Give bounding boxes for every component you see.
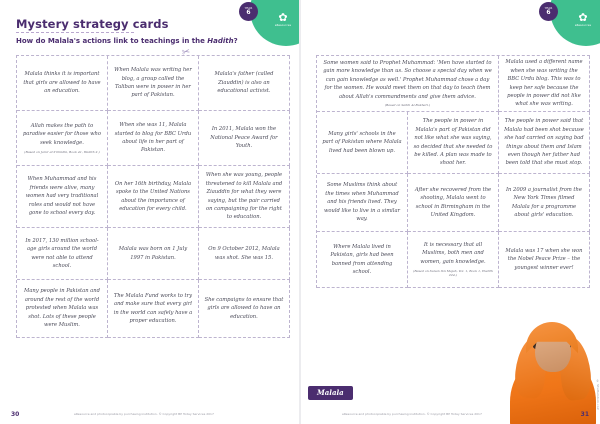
mystery-card[interactable] <box>199 111 290 166</box>
mystery-card[interactable] <box>317 112 408 174</box>
mystery-card-text: The people in power in Malala's part of Pakistan did not like what she was saying, so decided that she needed to be killed. A plan was made to shoot her. <box>413 118 493 167</box>
left-footer-note: eResource and photocopiable by purchasing institution. © Copyright BP Today Services 2017 <box>74 412 214 416</box>
year-badge-label: YEAR <box>244 5 253 10</box>
title-underline <box>16 32 134 33</box>
subtitle-term-hadith: Hadith <box>207 37 234 45</box>
mystery-card-text: When she was 11, Malala started to blog for BBC Urdu about life in her part of Pakistan. <box>114 122 192 154</box>
logo-wordmark: eResources <box>274 23 292 27</box>
mystery-card[interactable] <box>408 174 499 232</box>
mystery-card[interactable] <box>108 56 199 111</box>
mystery-card-text: After she recovered from the shooting, Malala went to school in Birmingham in the United Kingdom. <box>414 186 492 218</box>
mystery-card-text: Where Malala lived in Pakistan, girls had been banned from attending school. <box>330 243 394 275</box>
mystery-card-text: Allah makes the path to paradise easier for those who seek knowledge. <box>22 122 102 146</box>
mystery-card[interactable] <box>317 56 499 112</box>
right-page-corner-badges <box>534 0 600 46</box>
mystery-card-text: Malala's father (called Ziauddin) is also an educational activist. <box>214 71 274 95</box>
mystery-card-text: On 9 October 2012, Malala was shot. She was 15. <box>208 246 280 261</box>
mystery-card-text: It is necessary that all Muslims, both men and women, gain knowledge. <box>420 241 486 265</box>
mystery-card[interactable] <box>17 280 108 338</box>
mystery-card[interactable] <box>199 280 290 338</box>
scissors-icon: ✂ <box>180 46 192 59</box>
mystery-card-text: When Malala was writing her blog, a group called the Taliban were in power in her part of Pakistan. <box>114 67 192 99</box>
year-badge-number: 6 <box>546 9 551 17</box>
mystery-card[interactable] <box>499 174 590 232</box>
year-badge-right <box>539 2 558 21</box>
mystery-card-text: Malala was born on 1 July 1997 in Pakistan. <box>118 246 188 261</box>
mystery-card-text: In 2009 a journalist from the New York Times filmed Malala for a programme about girls' education. <box>506 186 582 218</box>
mystery-card[interactable] <box>17 166 108 228</box>
mystery-card[interactable] <box>108 166 199 228</box>
malala-name-tag: Malala <box>308 386 353 400</box>
mystery-card-text: She campaigns to ensure that girls are allowed to have an education. <box>204 296 284 320</box>
page-subtitle <box>16 37 238 45</box>
mystery-card-text: In 2011, Malala won the National Peace Award for Youth. <box>210 126 278 150</box>
logo-wordmark: eResources <box>574 23 592 27</box>
mystery-card-citation: (Based on Sunan Ibn Majah, Vol. 1, Book 1, Hadith 224.) <box>413 268 493 278</box>
mystery-card[interactable] <box>408 232 499 288</box>
mystery-card[interactable] <box>499 56 590 112</box>
mystery-card[interactable] <box>17 111 108 166</box>
mystery-card-text: The people in power said that Malala had been shot because she had carried on saying bad things about them and Islam even though her father had been told that she must stop. <box>504 118 584 167</box>
eresources-logo <box>570 6 596 34</box>
mystery-card-text: Malala was 17 when she won the Nobel Peace Prize – the youngest winner ever! <box>505 247 583 271</box>
mystery-card-text: In 2017, 130 million school-age girls around the world were not able to attend school. <box>25 237 99 269</box>
right-card-grid <box>316 55 590 288</box>
mystery-card-citation: (Based on Jami' at-Tirmidhi, Book 41, Hadith 2.) <box>24 149 100 154</box>
mystery-card-text: Some Muslims think about the times when Muhammad and his friends lived. They would like to live in a similar way. <box>323 182 401 223</box>
mystery-card-text: Malala thinks it is important that girls are allowed to have an education. <box>23 71 101 95</box>
right-footer-note: eResource and photocopiable by purchasing institution. © Copyright BP Today Services 2017 <box>342 412 482 416</box>
subtitle-text-before: How do Malala's actions link to teachings in the <box>16 37 208 45</box>
mystery-card[interactable] <box>199 228 290 280</box>
right-page <box>300 0 600 424</box>
mystery-card-text: When she was young, people threatened to kill Malala and Ziauddin for what they were saying, but the pair carried on campaigning for the right to education. <box>205 172 283 221</box>
left-page-corner-badges <box>234 0 300 46</box>
page-gutter <box>299 0 301 424</box>
mystery-card[interactable] <box>317 174 408 232</box>
subtitle-text-after: ? <box>233 37 238 45</box>
mystery-card-text: Many girls' schools in the part of Pakistan where Malala lived had been blown up. <box>322 130 402 154</box>
mystery-card[interactable] <box>199 166 290 228</box>
mystery-card-text: Many people in Pakistan and around the rest of the world protested when Malala was shot. Lots of these people were Muslim. <box>24 288 100 329</box>
eresources-logo <box>270 6 296 34</box>
right-page-number: 31 <box>580 411 589 418</box>
mystery-card-text: Some women said to Prophet Muhammad: 'Men have started to gain more knowledge than us. So choose a special day when we can gain knowledge as well.' Prophet Muhammad chose a day for the women. He would meet them on that day to teach them about Allah's commandments and give them advice. <box>323 59 492 100</box>
logo-flower-icon: ✿ <box>278 11 288 25</box>
year-badge-label: YEAR <box>544 5 553 10</box>
mystery-card[interactable] <box>17 228 108 280</box>
year-badge-left <box>239 2 258 21</box>
mystery-card[interactable] <box>108 111 199 166</box>
mystery-card-text: On her 16th birthday, Malala spoke to the United Nations about the importance of education for every child. <box>114 180 192 212</box>
mystery-card[interactable] <box>499 232 590 288</box>
page-title: Mystery strategy cards <box>16 17 169 31</box>
mystery-card-citation: (Based on Sahih Al-Bukhari.) <box>384 103 431 108</box>
mystery-card-text: When Muhammad and his friends were alive, many women had very traditional roles and would not have gone to school every day. <box>25 176 99 217</box>
mystery-card[interactable] <box>499 112 590 174</box>
mystery-card-text: The Malala Fund works to try and make sure that every girl in the world can safely have a proper education. <box>113 292 193 324</box>
left-card-grid <box>16 55 290 338</box>
year-badge-number: 6 <box>246 9 251 17</box>
malala-photo <box>504 300 600 424</box>
mystery-card-text: Malala used a different name when she was writing the BBC Urdu blog. This was to keep her safe because the people in power did not like what she was writing. <box>505 59 583 108</box>
mystery-card[interactable] <box>408 112 499 174</box>
mystery-card[interactable] <box>108 280 199 338</box>
mystery-card[interactable] <box>17 56 108 111</box>
photo-credit: © Shutterstock.com <box>596 379 599 410</box>
logo-flower-icon: ✿ <box>578 11 588 25</box>
mystery-card[interactable] <box>108 228 199 280</box>
left-page-number: 30 <box>11 411 20 418</box>
mystery-card[interactable] <box>199 56 290 111</box>
mystery-card[interactable] <box>317 232 408 288</box>
